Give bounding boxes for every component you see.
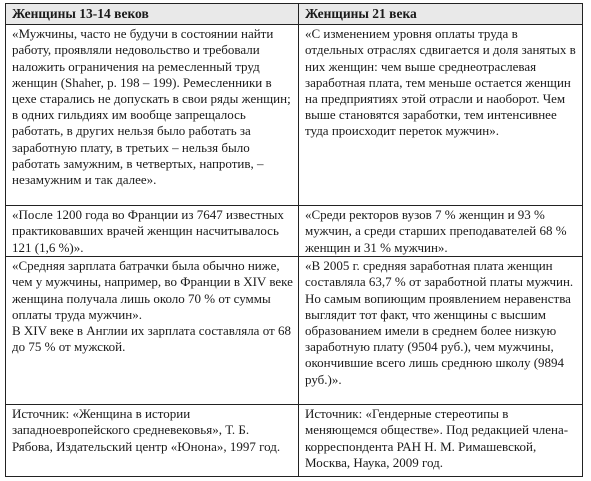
- cell-left-labor-restrictions: [6, 25, 299, 206]
- cell-right-industry-wages: [299, 25, 583, 206]
- cell-right-rectors: [299, 206, 583, 257]
- paragraph: «Среди ректоров вузов 7 % женщин и 93 % мужчин, а среди старших преподавателей 68 % женщин и 31 % мужчин».: [305, 207, 567, 255]
- comparison-table-container: [5, 3, 582, 474]
- source-citation: Источник: «Гендерные стереотипы в меняющемся обществе». Под редакцией члена-корреспондента РАН Н. М. Римашевской, Москва, Наука, 2009 год.: [305, 406, 569, 470]
- comparison-table: [5, 3, 583, 477]
- header-row: [6, 4, 583, 25]
- table-row: [6, 206, 583, 257]
- table-row: [6, 405, 583, 477]
- table-row: [6, 25, 583, 206]
- paragraph: «Мужчины, часто не будучи в состоянии найти работу, проявляли недовольство и требовали наложить ограничения на ремесленный труд женщин (Shaher, p. 198 – 199). Ремесленники в цехе старались не допускать в свои ряды женщин; в одних гильдиях им вообще запрещалось работать, в других нельзя было работать за заработную плату, в третьих – нельзя было работать замужним, в четвертых, напротив, – незамужним и так далее».: [12, 26, 291, 188]
- cell-right-wages: [299, 257, 583, 405]
- cell-right-source: [299, 405, 583, 477]
- cell-left-physicians: [6, 206, 299, 257]
- cell-left-wages: [6, 257, 299, 405]
- table-row: [6, 257, 583, 405]
- paragraph: Но самым вопиющим проявлением неравенства выглядит тот факт, что женщины с высшим образованием имели в среднем более низкую заработную плату (9504 руб.), чем мужчины, окончившие всего лишь среднюю школу (9894 руб.)».: [305, 290, 571, 387]
- source-citation: Источник: «Женщина в истории западноевропейского средневековья», Т. Б. Рябова, Издательский центр «Юнона», 1997 год.: [12, 406, 281, 454]
- paragraph: «С изменением уровня оплаты труда в отдельных отраслях сдвигается и доля занятых в них женщин: чем выше среднеотраслевая заработная плата, тем меньше остается женщин на предприятиях этой отрасли и наоборот. Чем выше становятся заработки, тем интенсивнее туда происходит переток мужчин».: [305, 26, 576, 139]
- paragraph: «Средняя зарплата батрачки была обычно ниже, чем у мужчины, например, во Франции в XIV веке женщина получала лишь около 70 % от суммы оплаты труда мужчин».: [12, 258, 293, 322]
- paragraph: «В 2005 г. средняя заработная плата женщин составляла 63,7 % от заработной платы мужчин.: [305, 258, 574, 290]
- paragraph: В XIV веке в Англии их зарплата составляла от 68 до 75 % от мужской.: [12, 323, 291, 355]
- header-women-13-14-centuries: Женщины 13-14 веков: [6, 4, 299, 25]
- header-women-21-century: Женщины 21 века: [299, 4, 583, 25]
- paragraph: «После 1200 года во Франции из 7647 известных практиковавших врачей женщин насчитывалось 121 (1,6 %)».: [12, 207, 284, 255]
- cell-left-source: [6, 405, 299, 477]
